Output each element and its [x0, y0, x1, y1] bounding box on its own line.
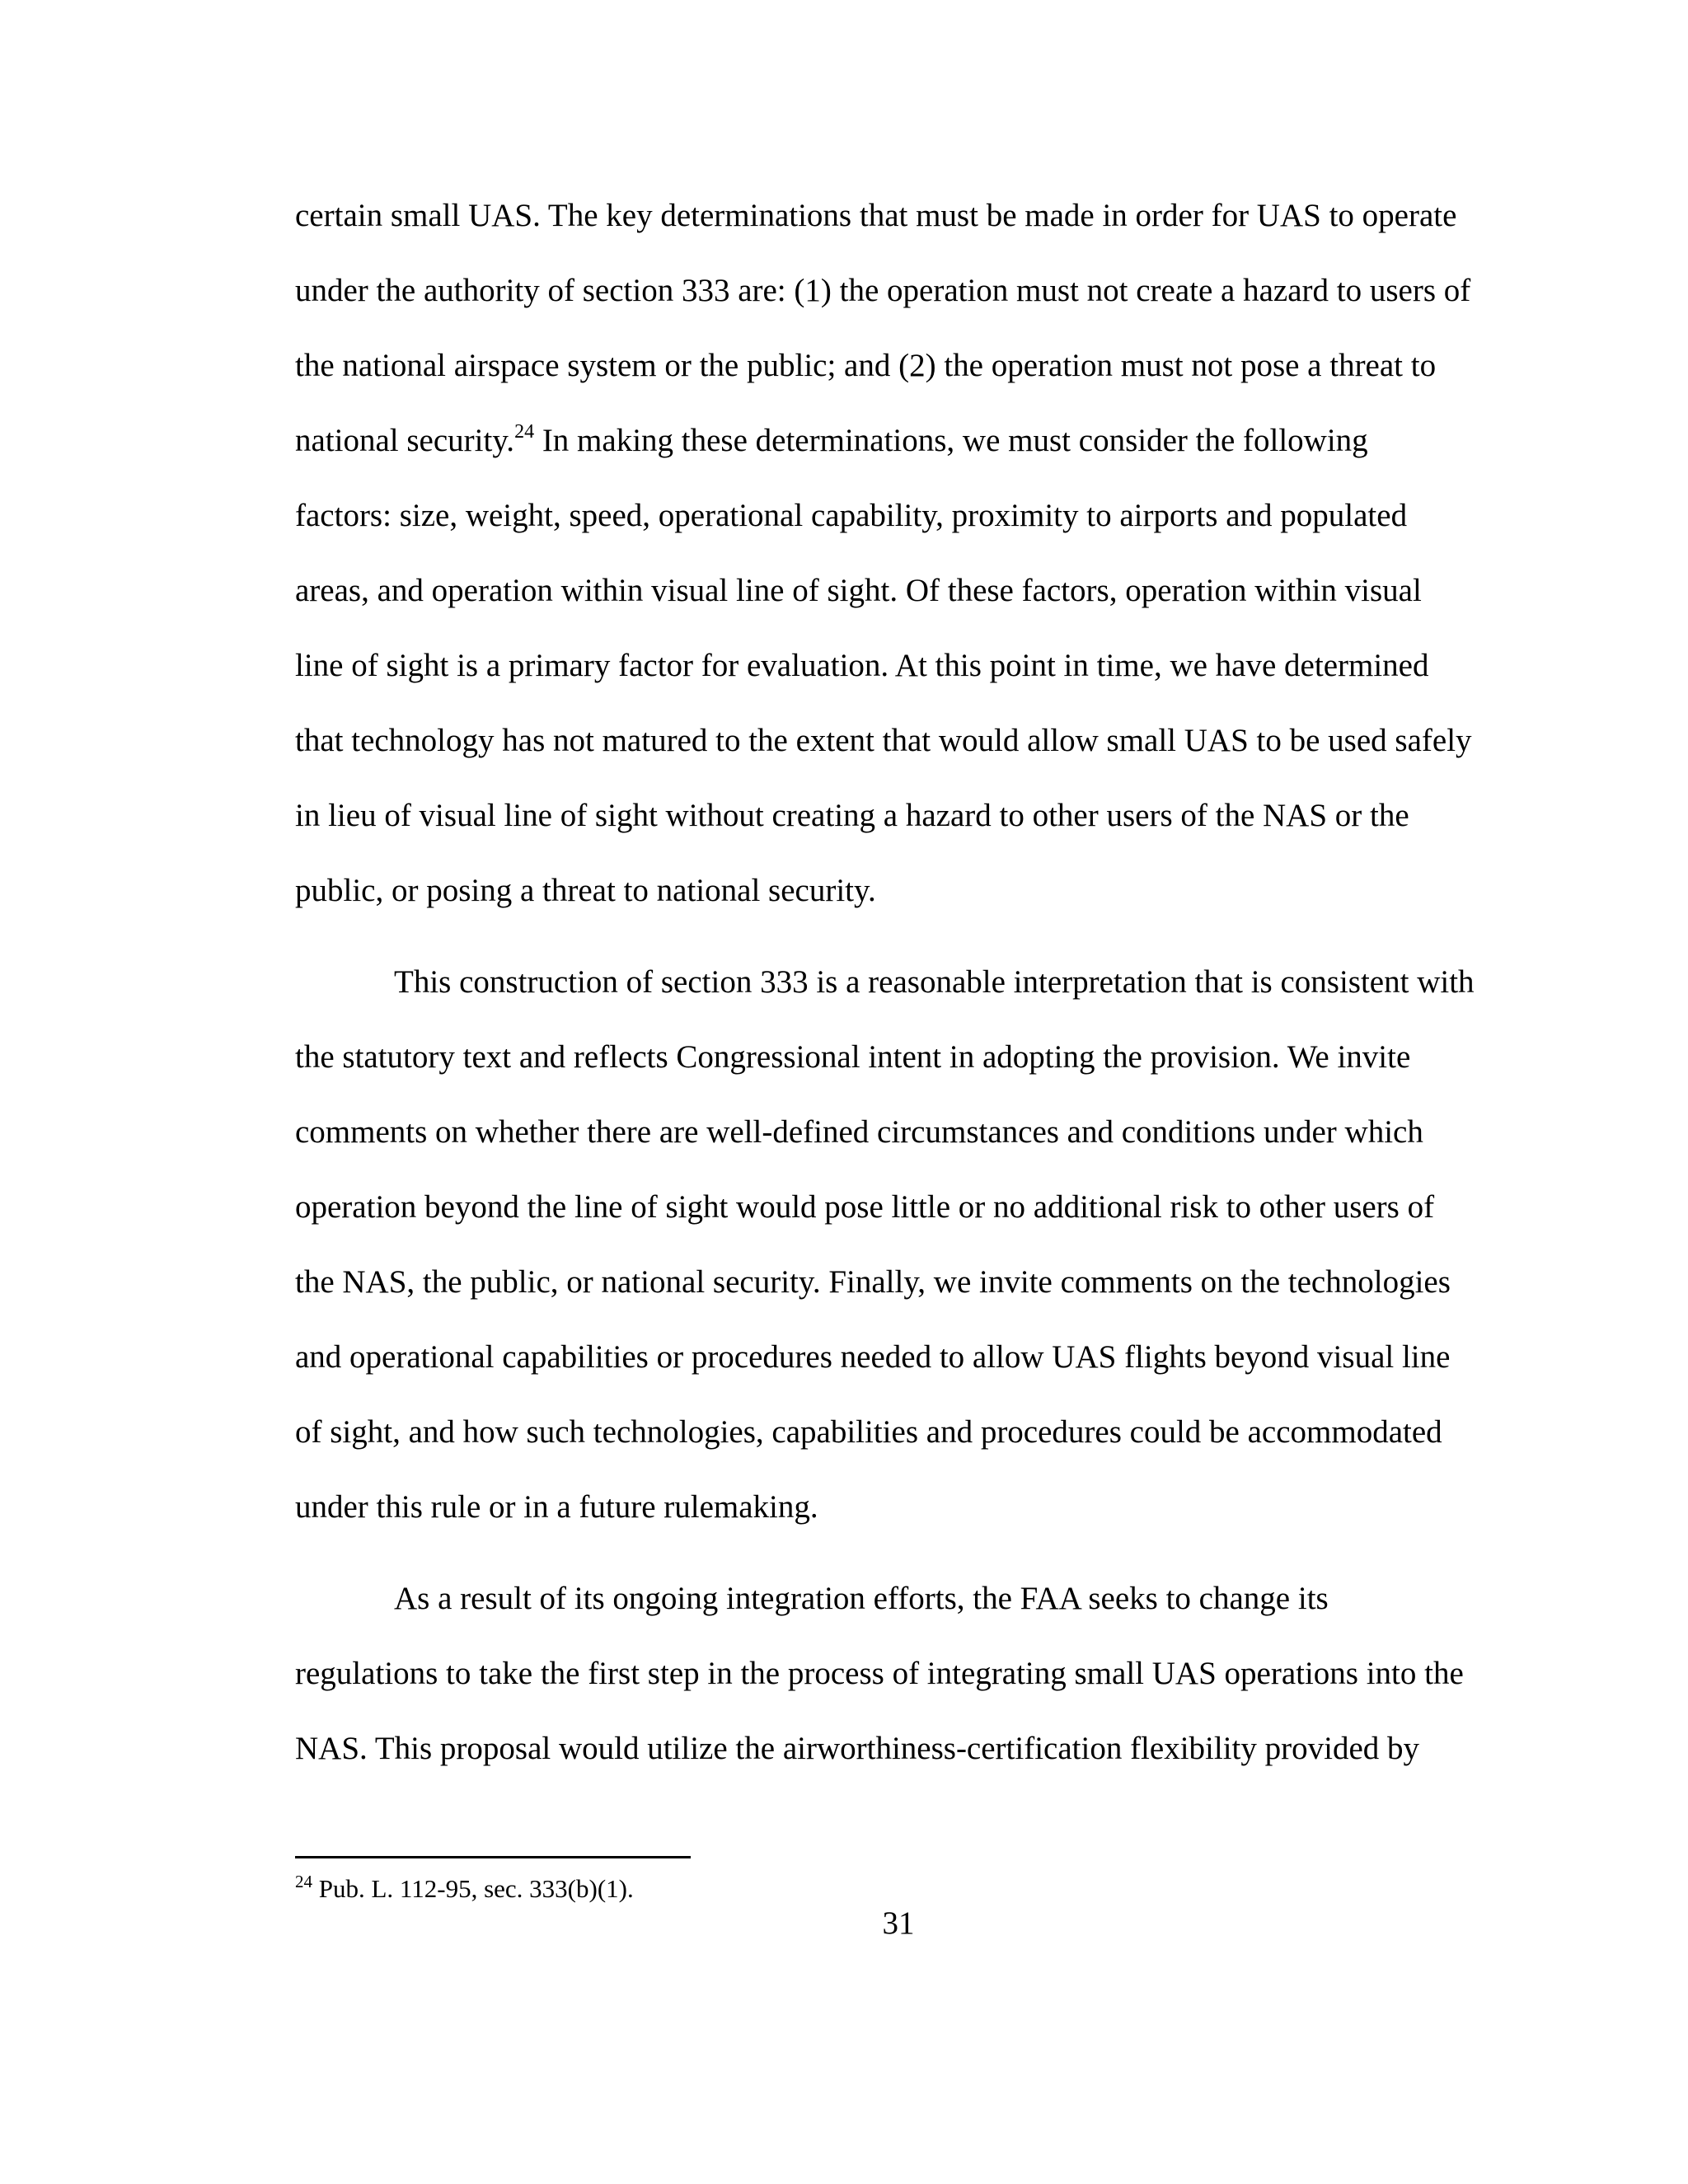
paragraph-1-line-8: that technology has not matured to the extent that would allow small UAS to be used safely	[295, 723, 1472, 758]
paragraph-3-line-2: regulations to take the first step in the process of integrating small UAS operations into the	[295, 1656, 1464, 1691]
paragraph-2-line-7: of sight, and how such technologies, capabilities and procedures could be accommodated	[295, 1414, 1442, 1450]
footnote-marker: 24	[295, 1872, 312, 1891]
paragraph-3-line-1: As a result of its ongoing integration efforts, the FAA seeks to change its	[394, 1581, 1329, 1616]
footnote-text: Pub. L. 112-95, sec. 333(b)(1).	[312, 1874, 634, 1903]
footnote-reference-24: 24	[514, 421, 535, 443]
footnote-24	[295, 1872, 634, 1905]
paragraph-2-line-3: comments on whether there are well-defined circumstances and conditions under which	[295, 1114, 1423, 1150]
paragraph-2-line-2: the statutory text and reflects Congressional intent in adopting the provision. We invite	[295, 1039, 1411, 1075]
paragraph-1-line-5: factors: size, weight, speed, operational capability, proximity to airports and populated	[295, 498, 1408, 533]
paragraph-1-line-9: in lieu of visual line of sight without creating a hazard to other users of the NAS or the	[295, 798, 1409, 833]
paragraph-1-line-2: under the authority of section 333 are: (1) the operation must not create a hazard to users of	[295, 273, 1471, 308]
paragraph-2-line-8: under this rule or in a future rulemaking.	[295, 1489, 818, 1525]
paragraph-2-line-4: operation beyond the line of sight would pose little or no additional risk to other users of	[295, 1189, 1435, 1225]
paragraph-1-line-7: line of sight is a primary factor for evaluation. At this point in time, we have determined	[295, 648, 1429, 683]
paragraph-1-line-4-start: national security.	[295, 423, 515, 458]
page-number: 31	[882, 1905, 915, 1941]
paragraph-1-line-1: certain small UAS. The key determinations that must be made in order for UAS to operate	[295, 198, 1457, 233]
paragraph-2-line-5: the NAS, the public, or national security. Finally, we invite comments on the technologies	[295, 1264, 1451, 1300]
footnote-separator	[295, 1856, 691, 1858]
paragraph-1-line-3: the national airspace system or the public; and (2) the operation must not pose a threat to	[295, 348, 1437, 383]
paragraph-3-line-3: NAS. This proposal would utilize the airworthiness-certification flexibility provided by	[295, 1731, 1420, 1766]
paragraph-2-line-6: and operational capabilities or procedures needed to allow UAS flights beyond visual line	[295, 1339, 1451, 1375]
paragraph-1-line-4-end: In making these determinations, we must consider the following	[534, 423, 1368, 458]
paragraph-1-line-4	[295, 421, 1368, 461]
paragraph-2-line-1: This construction of section 333 is a reasonable interpretation that is consistent with	[394, 964, 1475, 1000]
paragraph-1-line-10: public, or posing a threat to national security.	[295, 873, 876, 908]
paragraph-1-line-6: areas, and operation within visual line of sight. Of these factors, operation within visual	[295, 573, 1422, 608]
